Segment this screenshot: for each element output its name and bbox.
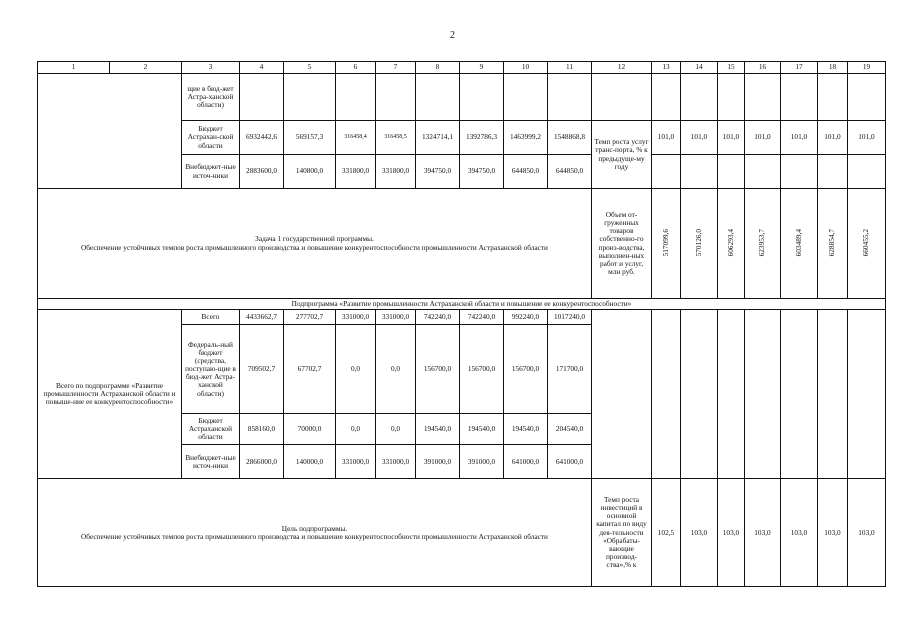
subprogram-total-label: Всего по подпрограмме «Развитие промышленности Астраханской области и повыше-ние ее конкурентоспособности» xyxy=(38,310,182,479)
value-cell: 277702,7 xyxy=(284,310,336,325)
target-cell: 103,0 xyxy=(718,479,745,587)
target-cell: 103,0 xyxy=(681,479,718,587)
value-cell: 140000,0 xyxy=(284,445,336,479)
program-table xyxy=(37,61,886,587)
table-row xyxy=(38,310,886,325)
value-cell: 331800,0 xyxy=(336,155,376,189)
indicator-cell: Объем от-груженных товаров собственно-го произ-водства, выполнен-ных работ и услуг, млн руб. xyxy=(592,189,652,299)
col-header: 9 xyxy=(460,62,504,74)
value-cell: 171700,0 xyxy=(548,325,592,414)
value-cell: 0,0 xyxy=(336,414,376,445)
target-cell: 103,0 xyxy=(781,479,818,587)
value-cell: 742240,0 xyxy=(416,310,460,325)
empty-cell xyxy=(38,74,182,189)
target-vertical: 606293,4 xyxy=(725,228,735,257)
value-cell: 67702,7 xyxy=(284,325,336,414)
target-cell: 101,0 xyxy=(718,121,745,155)
value-cell: 644850,0 xyxy=(548,155,592,189)
target-cell: 101,0 xyxy=(818,121,848,155)
target-vertical: 517099,6 xyxy=(660,228,670,257)
subprogram-title: Подпрограмма «Развитие промышленности Астраханской области и повышение ее конкурентоспособности» xyxy=(38,299,886,310)
task-row xyxy=(38,189,886,299)
value-cell: 316458,5 xyxy=(376,121,416,155)
value-cell: 0,0 xyxy=(376,325,416,414)
target-cell: 101,0 xyxy=(681,121,718,155)
value-cell: 1017240,0 xyxy=(548,310,592,325)
value-cell: 394750,0 xyxy=(416,155,460,189)
funding-source: Внебюджет-ные источ-ники xyxy=(182,155,240,189)
goal-title: Цель подпрограммы. xyxy=(281,523,348,533)
funding-source: Бюджет Астрахан-ской области xyxy=(182,121,240,155)
funding-source: Всего xyxy=(182,310,240,325)
target-cell: 101,0 xyxy=(745,121,781,155)
header-row xyxy=(38,62,886,74)
goal-text: Обеспечение устойчивых темпов роста промышленного производства и повышение конкурентоспособности промышленности Астраханской области xyxy=(81,531,548,541)
value-cell: 644850,0 xyxy=(504,155,548,189)
col-header: 13 xyxy=(652,62,681,74)
value-cell: 194540,0 xyxy=(460,414,504,445)
target-vertical: 570126,0 xyxy=(693,228,703,257)
col-header: 17 xyxy=(781,62,818,74)
col-header: 12 xyxy=(592,62,652,74)
col-header: 8 xyxy=(416,62,460,74)
value-cell: 1324714,1 xyxy=(416,121,460,155)
value-cell: 992240,0 xyxy=(504,310,548,325)
target-vertical: 603489,4 xyxy=(793,228,803,257)
col-header: 11 xyxy=(548,62,592,74)
value-cell: 858160,0 xyxy=(240,414,284,445)
value-cell: 1463999,2 xyxy=(504,121,548,155)
task-cell xyxy=(38,189,592,299)
target-cell: 101,0 xyxy=(848,121,886,155)
funding-source: Федераль-ный бюджет (средства, поступаю-щие в бюд-жет Астра-ханской области) xyxy=(182,325,240,414)
target-vertical: 628854,7 xyxy=(827,228,837,257)
value-cell: 742240,0 xyxy=(460,310,504,325)
value-cell: 331000,0 xyxy=(376,445,416,479)
funding-source: Внебюджет-ные источ-ники xyxy=(182,445,240,479)
target-vertical: 623953,7 xyxy=(757,228,767,257)
value-cell: 1548868,8 xyxy=(548,121,592,155)
subprogram-row xyxy=(38,299,886,310)
page-number: 2 xyxy=(450,30,455,41)
value-cell: 0,0 xyxy=(336,325,376,414)
goal-row xyxy=(38,479,886,587)
goal-cell xyxy=(38,479,592,587)
col-header: 1 xyxy=(38,62,110,74)
value-cell: 204540,0 xyxy=(548,414,592,445)
target-cell: 103,0 xyxy=(818,479,848,587)
target-cell: 102,5 xyxy=(652,479,681,587)
indicator-cell: Темп роста услуг транс-порта, % к предыдуще-му году xyxy=(592,121,652,189)
value-cell: 1392786,3 xyxy=(460,121,504,155)
task-title: Задача 1 государственной программы. xyxy=(255,234,374,244)
col-header: 14 xyxy=(681,62,718,74)
col-header: 6 xyxy=(336,62,376,74)
value-cell: 569157,3 xyxy=(284,121,336,155)
value-cell: 70000,0 xyxy=(284,414,336,445)
table-row xyxy=(38,74,886,121)
value-cell: 391000,0 xyxy=(460,445,504,479)
col-header: 4 xyxy=(240,62,284,74)
value-cell: 194540,0 xyxy=(416,414,460,445)
value-cell: 194540,0 xyxy=(504,414,548,445)
col-header: 10 xyxy=(504,62,548,74)
funding-source: Бюджет Астраханской области xyxy=(182,414,240,445)
col-header: 5 xyxy=(284,62,336,74)
target-cell: 103,0 xyxy=(848,479,886,587)
value-cell: 2883600,0 xyxy=(240,155,284,189)
col-header: 2 xyxy=(110,62,182,74)
value-cell: 4433662,7 xyxy=(240,310,284,325)
value-cell: 156700,0 xyxy=(504,325,548,414)
value-cell: 331000,0 xyxy=(376,310,416,325)
target-cell: 101,0 xyxy=(652,121,681,155)
target-cell: 103,0 xyxy=(745,479,781,587)
value-cell: 641000,0 xyxy=(504,445,548,479)
target-cell: 101,0 xyxy=(781,121,818,155)
col-header: 7 xyxy=(376,62,416,74)
value-cell: 391000,0 xyxy=(416,445,460,479)
value-cell: 641000,0 xyxy=(548,445,592,479)
value-cell: 2866000,0 xyxy=(240,445,284,479)
value-cell: 316458,4 xyxy=(336,121,376,155)
task-text: Обеспечение устойчивых темпов роста промышленного производства и повышение конкурентоспособности промышленности Астраханской области xyxy=(81,242,548,252)
col-header: 15 xyxy=(718,62,745,74)
indicator-cell: Темп роста инвестиций в основной капитал по виду дея-тельности «Обрабаты-вающие производ-ства»,% к xyxy=(592,479,652,587)
value-cell: 156700,0 xyxy=(416,325,460,414)
value-cell: 6932442,6 xyxy=(240,121,284,155)
target-vertical: 660455,2 xyxy=(861,228,871,257)
funding-source: щие в бюд-жет Астра-ханской области) xyxy=(182,74,240,121)
value-cell: 140800,0 xyxy=(284,155,336,189)
value-cell: 156700,0 xyxy=(460,325,504,414)
col-header: 18 xyxy=(818,62,848,74)
value-cell: 331000,0 xyxy=(336,445,376,479)
value-cell: 331800,0 xyxy=(376,155,416,189)
value-cell: 0,0 xyxy=(376,414,416,445)
value-cell: 331000,0 xyxy=(336,310,376,325)
col-header: 19 xyxy=(848,62,886,74)
col-header: 16 xyxy=(745,62,781,74)
value-cell: 709502,7 xyxy=(240,325,284,414)
col-header: 3 xyxy=(182,62,240,74)
value-cell: 394750,0 xyxy=(460,155,504,189)
